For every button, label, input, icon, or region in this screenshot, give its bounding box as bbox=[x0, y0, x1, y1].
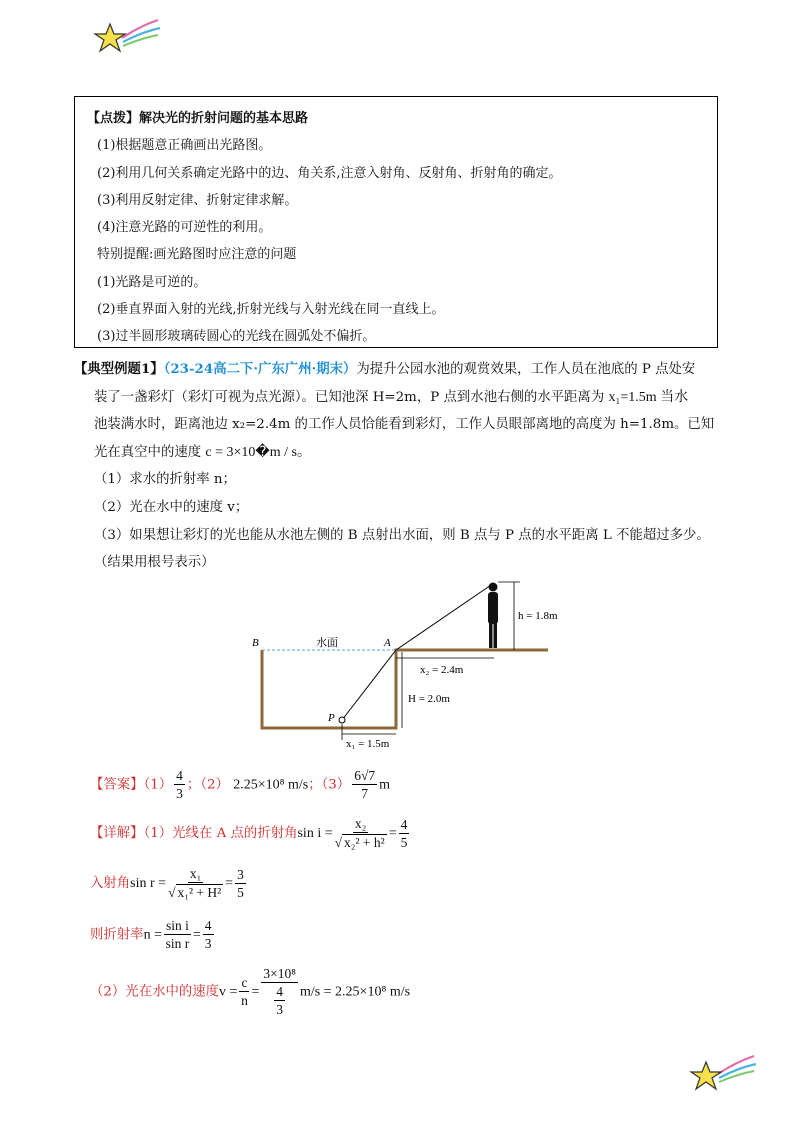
numerator: sin i bbox=[165, 918, 189, 933]
lamp-point bbox=[339, 717, 345, 723]
formula-lhs: sin i = bbox=[297, 826, 333, 841]
denominator: sin r bbox=[165, 936, 190, 951]
denominator: 5 bbox=[400, 834, 408, 850]
person-icon bbox=[488, 583, 498, 649]
detail-label: 【详解】 bbox=[90, 826, 144, 841]
numerator: 6√7 bbox=[354, 768, 376, 783]
formula-fraction bbox=[164, 918, 191, 952]
equals: = bbox=[388, 826, 397, 841]
question-2: （2）光在水中的速度 v； bbox=[94, 499, 249, 515]
tip-title: 解决光的折射问题的基本思路 bbox=[139, 111, 309, 126]
tip-item: (2)利用几何关系确定光路中的边、角关系,注意入射角、反射角、折射角的确定。 bbox=[97, 165, 562, 181]
detail-text: 入射角 bbox=[90, 876, 131, 891]
label-x1: x₁ = 1.5m bbox=[346, 738, 390, 750]
pool-wall bbox=[262, 650, 548, 728]
detail-step-2 bbox=[90, 866, 248, 901]
formula-lhs: v = bbox=[219, 984, 238, 1000]
detail-text: （1）光线在 A 点的折射角 bbox=[143, 826, 298, 841]
tip-item: (3)利用反射定律、折射定律求解。 bbox=[97, 192, 298, 208]
detail-text: 则折射率 bbox=[90, 927, 144, 943]
formula-lhs: sin r = bbox=[130, 876, 167, 891]
refracted-ray bbox=[342, 650, 396, 720]
denominator: √ x₂² + h² bbox=[334, 835, 385, 850]
answer-1-fraction bbox=[174, 768, 185, 802]
problem-line bbox=[74, 384, 734, 412]
label-P: P bbox=[328, 712, 335, 724]
formula-tail: m/s = 2.25×10⁸ m/s bbox=[299, 984, 411, 1000]
tip-item: (2)垂直界面入射的光线,折射光线与入射光线在同一直线上。 bbox=[97, 302, 445, 318]
answer-part: ；（2） bbox=[186, 777, 229, 793]
numerator: 4 bbox=[276, 984, 284, 999]
label-h: h = 1.8m bbox=[518, 610, 558, 622]
answer-line bbox=[90, 768, 390, 802]
formula-fraction bbox=[335, 816, 387, 851]
problem-line: 池装满水时，距离池边 x₂=2.4m 的工作人员恰能看到彩灯，工作人员眼部离地的高度为 h=1.8m。已知 bbox=[94, 417, 715, 433]
denominator: 3 bbox=[204, 936, 212, 951]
label-B: B bbox=[252, 637, 259, 649]
detail-step-3 bbox=[90, 918, 216, 952]
denominator: 7 bbox=[361, 786, 369, 801]
tip-bracket: 【点拨】 bbox=[87, 111, 140, 126]
tip-box bbox=[74, 96, 718, 348]
answer-part: （1） bbox=[143, 777, 173, 793]
problem-text: 为提升公园水池的观赏效果，工作人员在池底的 P 点处安 bbox=[356, 362, 696, 377]
equals: = bbox=[192, 927, 201, 943]
denominator: 3 bbox=[176, 786, 183, 801]
shooting-star-icon bbox=[688, 1052, 758, 1096]
inner-fraction bbox=[274, 984, 285, 1018]
problem-text: 装了一盏彩灯（彩灯可视为点光源）。已知池深 H=2m，P 点到水池右侧的水平距离为 bbox=[94, 389, 605, 405]
problem-formula: x₁=1.5m 当水 bbox=[608, 389, 689, 405]
result-fraction bbox=[203, 918, 214, 952]
numerator: 3 bbox=[237, 866, 244, 882]
problem-line bbox=[74, 356, 734, 384]
shooting-star-icon bbox=[92, 16, 162, 58]
question-3-note: （结果用根号表示） bbox=[94, 555, 215, 571]
equals: = bbox=[225, 876, 234, 891]
tip-item: (4)注意光路的可逆性的利用。 bbox=[97, 220, 272, 236]
numerator: x₂ bbox=[354, 816, 367, 831]
tip-item: 特别提醒:画光路图时应注意的问题 bbox=[97, 247, 297, 263]
radicand: x₁² + H² bbox=[177, 885, 222, 900]
result-fraction bbox=[235, 867, 246, 901]
denominator: 5 bbox=[237, 884, 244, 900]
result-fraction bbox=[399, 817, 410, 851]
label-water-surface: 水面 bbox=[316, 636, 338, 649]
problem-line bbox=[74, 439, 734, 467]
answer-3-fraction bbox=[352, 768, 377, 802]
formula-fraction bbox=[239, 975, 249, 1009]
formula-fraction bbox=[168, 866, 223, 901]
question-3: （3）如果想让彩灯的光也能从水池左侧的 B 点射出水面，则 B 点与 P 点的水平距离 L 不能超过多少。 bbox=[94, 527, 710, 543]
label-x2: x₂ = 2.4m bbox=[420, 664, 464, 676]
tip-item: (1)根据题意正确画出光路图。 bbox=[97, 138, 272, 154]
detail-step-4 bbox=[90, 966, 410, 1018]
label-H: H = 2.0m bbox=[408, 693, 450, 705]
detail-text: （2）光在水中的速度 bbox=[90, 984, 220, 1000]
answer-part: ；（3） bbox=[308, 777, 351, 793]
numerator: 4 bbox=[176, 768, 183, 783]
answer-2: 2.25×10⁸ m/s bbox=[233, 777, 309, 793]
tip-item: (1)光路是可逆的。 bbox=[97, 274, 207, 290]
numerator: 3×10⁸ bbox=[263, 966, 296, 981]
denominator: √ x₁² + H² bbox=[168, 885, 222, 900]
problem-text: 光在真空中的速度 bbox=[94, 444, 202, 460]
answer-label: 【答案】 bbox=[90, 777, 144, 793]
denominator: 3 bbox=[276, 1002, 284, 1017]
formula-lhs: n = bbox=[143, 927, 162, 943]
numerator: 4 bbox=[204, 918, 212, 933]
denominator bbox=[272, 983, 287, 1018]
emergent-ray bbox=[396, 583, 494, 650]
denominator: n bbox=[241, 993, 248, 1008]
problem-statement bbox=[74, 356, 734, 577]
tip-item: (3)过半圆形玻璃砖圆心的光线在圆弧处不偏折。 bbox=[97, 329, 376, 345]
problem-source: （23-24高二下·广东广州·期末） bbox=[163, 361, 357, 377]
problem-formula: c = 3×10�m / s。 bbox=[205, 444, 311, 460]
label-A: A bbox=[384, 637, 391, 649]
equals: = bbox=[251, 984, 260, 1000]
numerator: c bbox=[241, 975, 248, 990]
radicand: x₂² + h² bbox=[344, 835, 385, 850]
compound-fraction bbox=[261, 966, 298, 1018]
dimension-h bbox=[498, 582, 520, 650]
question-1: （1）求水的折射率 n； bbox=[94, 472, 236, 488]
numerator: x₁ bbox=[189, 866, 202, 881]
unit: m bbox=[379, 777, 391, 793]
numerator: 4 bbox=[400, 816, 408, 832]
problem-label: 【典型例题1】 bbox=[74, 361, 164, 377]
tip-heading bbox=[87, 105, 705, 132]
pool-diagram bbox=[248, 574, 568, 756]
detail-step-1 bbox=[90, 816, 411, 851]
